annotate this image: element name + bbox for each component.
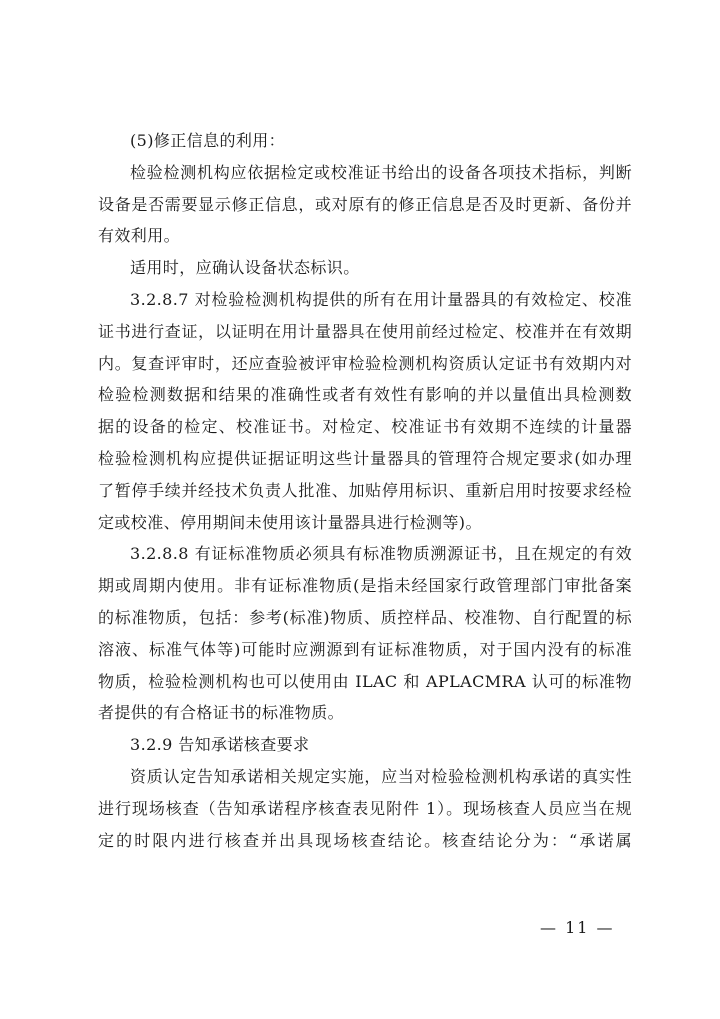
text-line: 资质认定告知承诺相关规定实施，应当对检验检测机构承诺的真实性	[130, 766, 632, 786]
text-line: 定的时限内进行核查并出具现场核查结论。核查结论分为：“承诺属	[98, 830, 632, 850]
text-line: 的标准物质，包括：参考(标准)物质、质控样品、校准物、自行配置的标	[98, 607, 632, 627]
text-line: 有效利用。	[98, 226, 181, 246]
text-line: 设备是否需要显示修正信息，或对原有的修正信息是否及时更新、备份并	[98, 194, 632, 214]
document-body	[98, 125, 632, 856]
text-line: 物质，检验检测机构也可以使用由 ILAC 和 APLACMRA 认可的标准物	[98, 671, 632, 691]
text-line: (5)修正信息的利用：	[130, 131, 286, 150]
text-line: 期或周期内使用。非有证标准物质(是指未经国家行政管理部门审批备案	[98, 576, 632, 596]
text-line: 3.2.9 告知承诺核查要求	[130, 735, 310, 755]
text-line: 据的设备的检定、校准证书。对检定、校准证书有效期不连续的计量器	[98, 417, 632, 437]
text-line: 者提供的有合格证书的标准物质。	[98, 703, 345, 723]
text-line: 进行现场核查（告知承诺程序核查表见附件 1）。现场核查人员应当在规	[98, 798, 632, 818]
text-line: 证书进行查证，以证明在用计量器具在使用前经过检定、校准并在有效期	[98, 321, 632, 341]
page-number: — 11 —	[540, 918, 615, 937]
text-line: 定或校准、停用期间未使用该计量器具进行检测等)。	[98, 512, 482, 532]
text-line: 溶液、标准气体等)可能时应溯源到有证标准物质，对于国内没有的标准	[98, 639, 632, 659]
text-line: 3.2.8.8 有证标准物质必须具有标准物质溯源证书，且在规定的有效	[130, 544, 632, 564]
text-line: 检验检测数据和结果的准确性或者有效性有影响的并以量值出具检测数	[98, 385, 632, 405]
text-line: 了暂停手续并经技术负责人批准、加贴停用标识、重新启用时按要求经检	[98, 480, 632, 500]
text-line: 检验检测机构应依据检定或校准证书给出的设备各项技术指标，判断	[130, 162, 632, 182]
text-line: 检验检测机构应提供证据证明这些计量器具的管理符合规定要求(如办理	[98, 448, 632, 468]
text-line: 3.2.8.7 对检验检测机构提供的所有在用计量器具的有效检定、校准	[130, 289, 632, 309]
text-line: 适用时，应确认设备状态标识。	[130, 258, 360, 278]
text-line: 内。复查评审时，还应查验被评审检验检测机构资质认定证书有效期内对	[98, 353, 632, 373]
